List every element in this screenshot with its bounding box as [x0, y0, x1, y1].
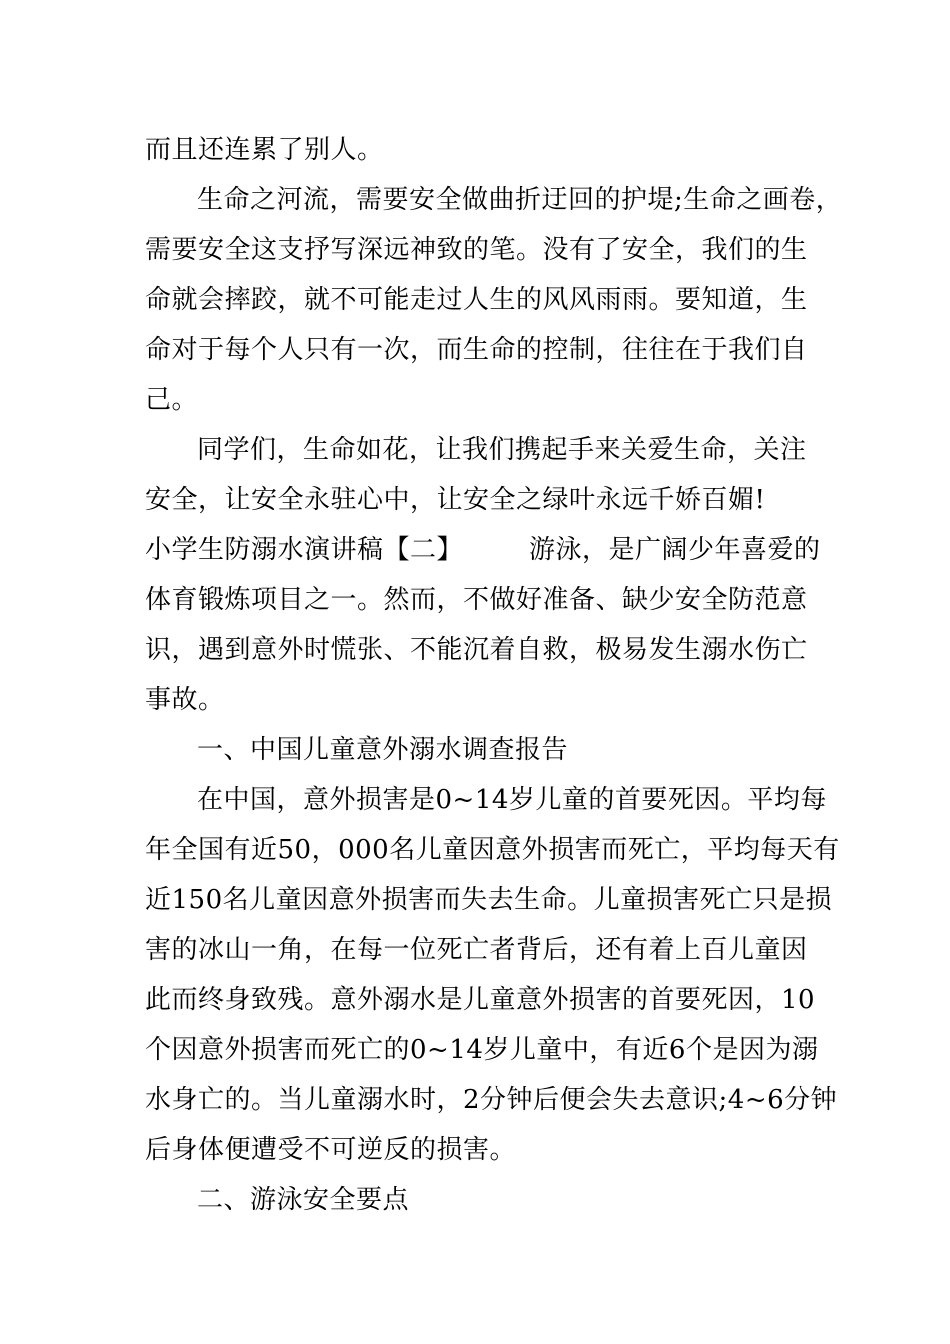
text-line: 需要安全这支抒写深远神致的笔。没有了安全，我们的生: [145, 235, 808, 265]
text-line: 游泳，是广阔少年喜爱的: [529, 535, 821, 565]
text-line: 同学们，生命如花，让我们携起手来关爱生命，关注: [197, 435, 807, 465]
text-line: 生命之河流，需要安全做曲折迂回的护堤;生命之画卷，: [197, 185, 843, 215]
text-line: 害的冰山一角，在每一位死亡者背后，还有着上百儿童因: [145, 935, 808, 965]
text-line: 个因意外损害而死亡的0~14岁儿童中，有近6个是因为溺: [145, 1035, 819, 1065]
text-line: 体育锻炼项目之一。然而，不做好准备、缺少安全防范意: [145, 585, 808, 615]
subheading: 二、游泳安全要点: [197, 1185, 410, 1215]
text-line: 在中国，意外损害是0~14岁儿童的首要死因。平均每: [197, 785, 827, 815]
subheading: 一、中国儿童意外溺水调查报告: [197, 735, 569, 765]
text-line: 后身体便遭受不可逆反的损害。: [145, 1135, 517, 1165]
section-heading: 小学生防溺水演讲稿【二】: [145, 535, 464, 565]
text-line: 而且还连累了别人。: [145, 135, 384, 165]
text-line: 水身亡的。当儿童溺水时，2分钟后便会失去意识;4~6分钟: [145, 1085, 838, 1115]
text-line: 命就会摔跤，就不可能走过人生的风风雨雨。要知道，生: [145, 285, 808, 315]
section-heading-line: [145, 535, 821, 567]
text-line: 事故。: [145, 685, 225, 715]
text-line: 安全，让安全永驻心中，让安全之绿叶永远千娇百媚!: [145, 485, 766, 515]
text-line: 近150名儿童因意外损害而失去生命。儿童损害死亡只是损: [145, 885, 833, 915]
text-line: 命对于每个人只有一次，而生命的控制，往往在于我们自: [145, 335, 808, 365]
text-line: 年全国有近50，000名儿童因意外损害而死亡，平均每天有: [145, 835, 840, 865]
text-line: 识，遇到意外时慌张、不能沉着自救，极易发生溺水伤亡: [145, 635, 808, 665]
text-line: 己。: [145, 385, 199, 415]
text-line: 此而终身致残。意外溺水是儿童意外损害的首要死因，10: [145, 985, 816, 1015]
